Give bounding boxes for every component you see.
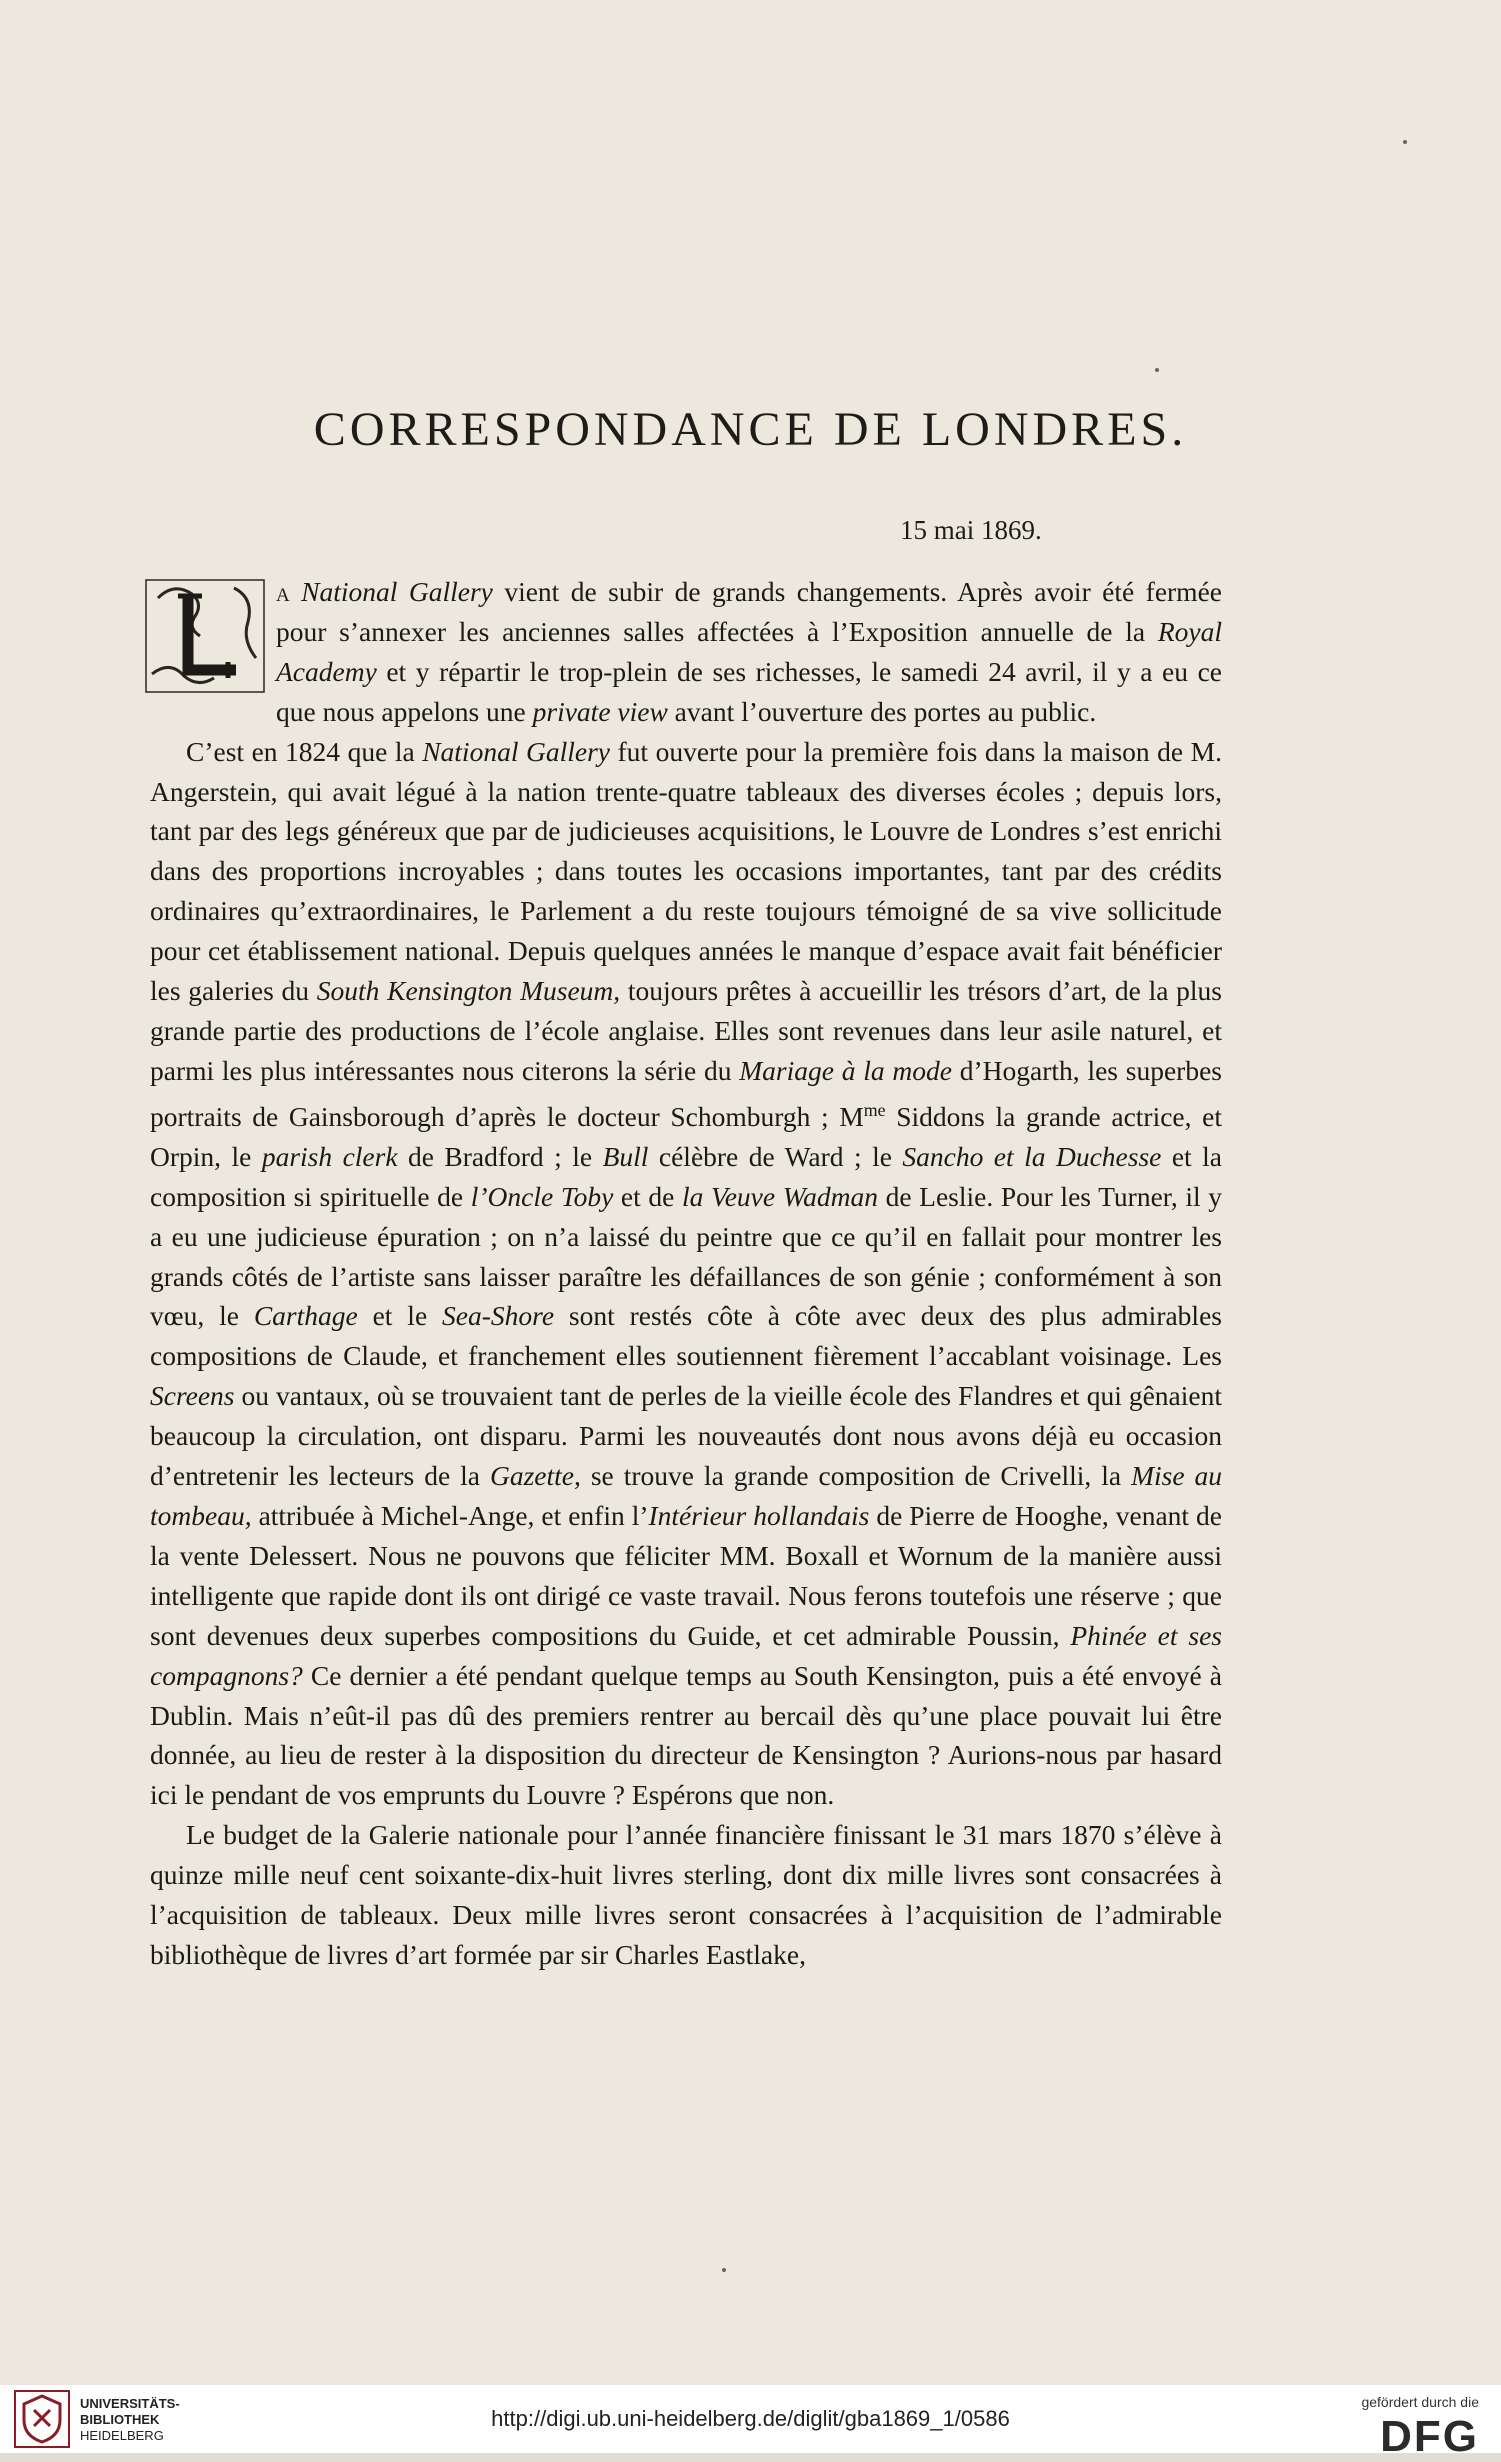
text-run: me [863, 1099, 886, 1120]
library-line-3: HEIDELBERG [80, 2428, 164, 2443]
italic-title: Phinée et ses compagnons? [150, 1619, 1222, 1691]
italic-title: National Gallery [422, 735, 610, 767]
ink-speck [1403, 140, 1407, 144]
text-run: a [276, 576, 302, 607]
text-run: sont restés côte à côte avec deux des plus admirables compositions de Claude, et franchement elles soutiennent fièrement l’accablant voisinage. Les [150, 1300, 1222, 1372]
text-run: Le budget de la Galerie nationale pour l’année financière finissant le 31 mars 1870 s’élève à quinze mille neuf cent soixante-dix-huit livres sterling, dont dix mille livres sont consacrées à l’acquisition de tableaux. Deux mille livres seront consacrées à l’acquisition de l’admirable bibliothèque de livres d’art formée par sir Charles Eastlake, [150, 1819, 1222, 1970]
text-run: de Leslie. Pour les Turner, il y a eu une judicieuse épuration ; on n’a laissé du peintre que ce qu’il en fallait pour montrer les grands côtés de l’artiste sans laisser paraître les défaillances de son génie ; conformément à son vœu, le [150, 1180, 1222, 1332]
paragraph-text [150, 1819, 1222, 1970]
italic-title: National Gallery [301, 576, 493, 607]
text-run: et de [613, 1180, 682, 1212]
text-run: avant l’ouverture des portes au public. [667, 695, 1097, 727]
text-run: C’est en 1824 que la [186, 735, 423, 767]
paragraph-text [150, 736, 1222, 1811]
paragraph-text [276, 576, 1222, 727]
text-run: et le [357, 1300, 443, 1332]
text-run: vient de subir de grands changements. Après avoir été fermée pour s’annexer les anciennes salles affectées à l’Exposition annuelle de la [276, 576, 1222, 647]
funding-note: gefördert durch die [1361, 2394, 1479, 2410]
text-run: de Bradford ; le [397, 1140, 603, 1172]
text-run: attribuée à Michel-Ange, et enfin l’ [251, 1500, 649, 1531]
dfg-logo-icon: DFG [1380, 2412, 1479, 2461]
text-run: et y répartir le trop-plein de ses richesses, le samedi 24 avril, il y a eu ce que nous appelons une [276, 655, 1222, 727]
italic-title: Mise au tombeau, [150, 1460, 1222, 1531]
italic-title: parish clerk [261, 1140, 398, 1172]
italic-title: Royal Academy [276, 615, 1222, 687]
text-run: toujours prêtes à accueillir les trésors d’art, de la plus grande partie des productions de l’école anglaise. Elles sont revenues dans leur asile naturel, et parmi les plus intéressantes nous citerons la série du [150, 975, 1222, 1086]
italic-title: Sea-Shore [442, 1300, 555, 1332]
source-url-link[interactable]: http://digi.ub.uni-heidelberg.de/diglit/gba1869_1/0586 [491, 2406, 1010, 2431]
ink-speck [722, 2268, 726, 2272]
italic-title: Mariage à la mode [739, 1054, 952, 1086]
paragraph-1 [150, 572, 1222, 732]
paragraph-3 [150, 1815, 1222, 1975]
paragraph-2 [150, 732, 1222, 1816]
text-run: Ce dernier a été pendant quelque temps au South Kensington, puis a été envoyé à Dublin. Mais n’eût-il pas dû des premiers rentrer au bercail dès qu’une place pouvait lui être donnée, au lieu de rester à la disposition du directeur de Kensington ? Aurions-nous par hasard ici le pendant de vos emprunts du Louvre ? Espérons que non. [150, 1659, 1222, 1811]
text-run: fut ouverte pour la première fois dans la maison de M. Angerstein, qui avait légué à la nation trente-quatre tableaux des diverses écoles ; depuis lors, tant par des legs généreux que par de judicieuses acquisitions, le Louvre de Londres s’est enrichi dans des proportions incroyables ; dans toutes les occasions importantes, tant par des crédits ordinaires qu’extraordinaires, le Parlement a du reste toujours témoigné de sa vive sollicitude pour cet établissement national. Depuis quelques années le manque d’espace avait fait bénéficier les galeries du [150, 735, 1222, 1007]
italic-title: Gazette, [489, 1460, 581, 1492]
italic-title: South Kensington Museum, [316, 975, 621, 1007]
italic-title: Screens [150, 1380, 235, 1412]
italic-title: Carthage [253, 1300, 358, 1332]
dateline: 15 mai 1869. [900, 515, 1042, 545]
ink-speck [1155, 368, 1159, 372]
article-body [150, 572, 1222, 1975]
italic-title: Sancho et la Duchesse [902, 1140, 1162, 1172]
text-run: célèbre de Ward ; le [648, 1140, 903, 1172]
italic-title: Bull [602, 1140, 649, 1172]
library-line-1: UNIVERSITÄTS- [80, 2396, 180, 2411]
italic-title: la Veuve Wadman [681, 1180, 878, 1212]
text-run: Siddons la grande actrice, et Orpin, le [150, 1100, 1222, 1172]
text-run: ou vantaux, où se trouvaient tant de perles de la vieille école des Flandres et qui gênaient beaucoup la circulation, ont disparu. Parmi les nouveautés dont nous avons déjà eu occasion d’entretenir les lecteurs de la [150, 1380, 1222, 1492]
italic-title: private view [532, 695, 668, 727]
italic-title: l’Oncle Toby [470, 1180, 614, 1212]
text-run: se trouve la grande composition de Crivelli, la [580, 1460, 1132, 1492]
text-run: de Pierre de Hooghe, venant de la vente Delessert. Nous ne pouvons que féliciter MM. Boxall et Wornum de la manière aussi intelligente que rapide dont ils ont dirigé ce vaste travail. Nous ferons toutefois une réserve ; que sont devenues deux superbes compositions du Guide, et cet admirable Poussin, [150, 1500, 1222, 1651]
text-run: d’Hogarth, les superbes portraits de Gainsborough d’après le docteur Schomburgh ; M [150, 1054, 1222, 1132]
page-title: CORRESPONDANCE DE LONDRES. [313, 403, 1188, 457]
italic-title: Intérieur hollandais [648, 1500, 870, 1531]
library-line-2: BIBLIOTHEK [80, 2412, 160, 2427]
text-run: et la composition si spirituelle de [150, 1140, 1222, 1212]
ornamental-dropcap-icon [144, 578, 266, 694]
